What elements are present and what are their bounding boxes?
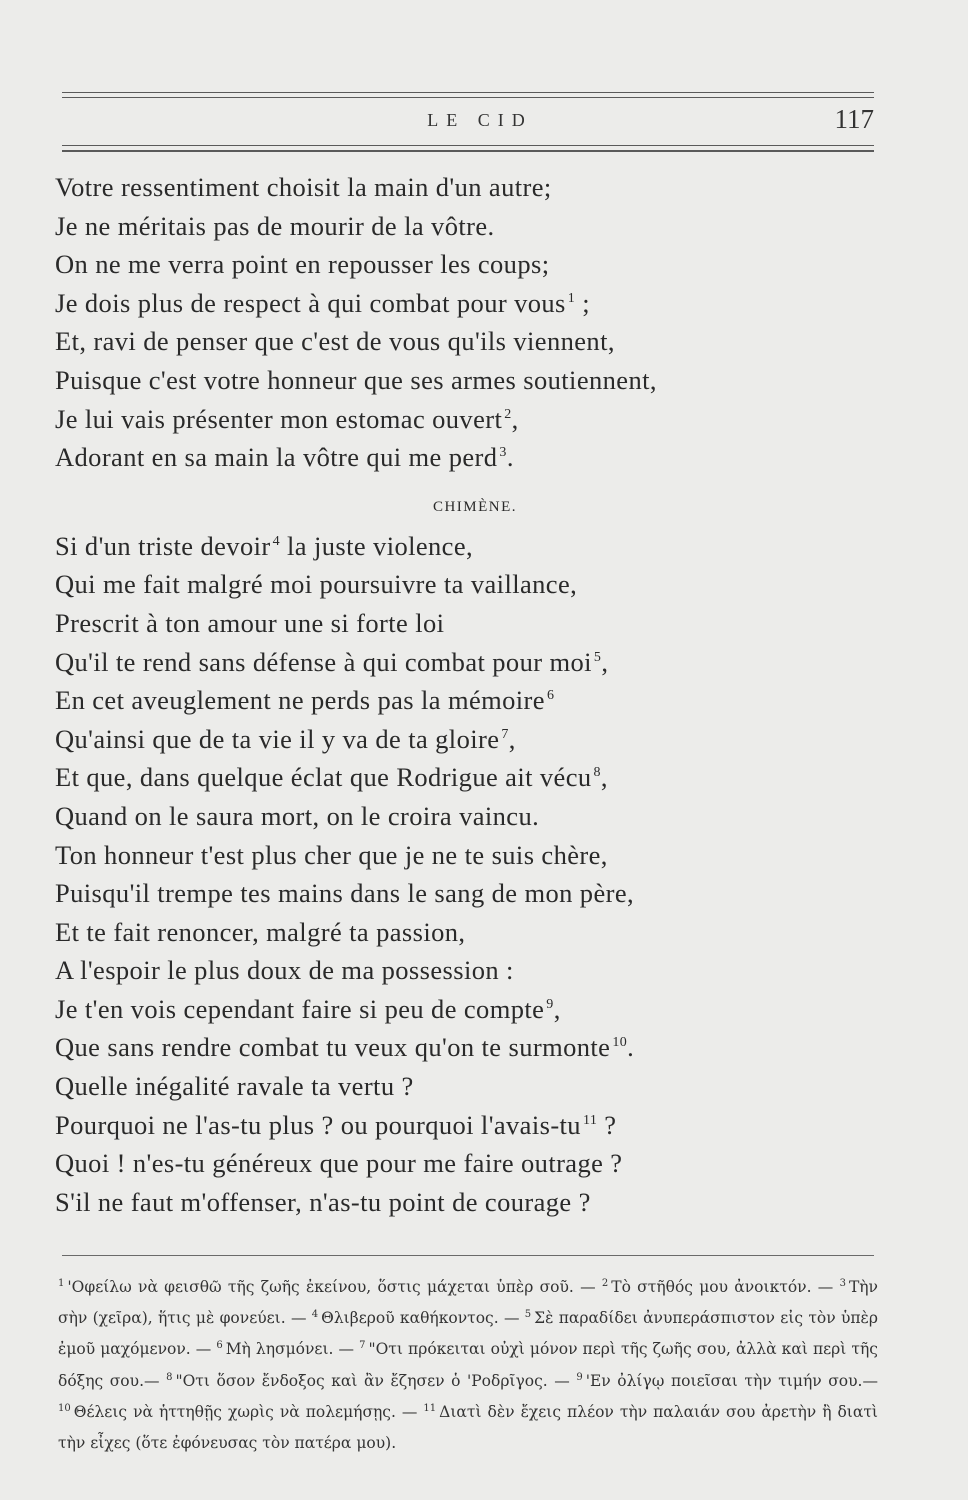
footnote-number: 7 [359, 1340, 366, 1352]
footnote-text: 'Οφείλω νὰ φεισθῶ τῆς ζωῆς ἐκείνου, ὅστις μάχεται ὑπὲρ σοῦ. — [67, 1278, 596, 1296]
footnote [312, 1309, 520, 1327]
verse-line-text: S'il ne faut m'offenser, n'as-tu point de courage ? [55, 1186, 591, 1217]
footnote-marker: 10 [612, 1035, 628, 1051]
verse-line [55, 758, 875, 797]
verse-line [55, 245, 875, 284]
verse-line-tail: . [506, 442, 514, 473]
footnote [576, 1372, 878, 1390]
footnote-text: "Οτι πρόκειται οὐχὶ μόνον περὶ τῆς ζωῆς σου, ἀλλὰ καὶ περὶ τῆς δόξης σου.— [58, 1340, 878, 1390]
footnote [58, 1278, 596, 1296]
verse-line [55, 1067, 875, 1106]
verse-line [55, 643, 875, 682]
verse-line [55, 438, 875, 477]
verse-line-text: Et que, dans quelque éclat que Rodrigue ait vécu [55, 762, 592, 793]
footnote-text: Τὴν σὴν (χεῖρα), ἥτις μὲ φονεύει. — [58, 1278, 878, 1328]
verse-line-text: Adorant en sa main la vôtre qui me perd [55, 442, 498, 473]
verse-line [55, 681, 875, 720]
footnotes [58, 1272, 878, 1459]
footnote-marker: 9 [546, 996, 554, 1012]
footnote [216, 1340, 354, 1358]
verse-line-text: Je dois plus de respect à qui combat pour vous [55, 287, 566, 318]
verse-line-text: Quelle inégalité ravale ta vertu ? [55, 1071, 414, 1102]
verse-line-text: Je ne méritais pas de mourir de la vôtre. [55, 210, 495, 241]
verse-line-text: Pourquoi ne l'as-tu plus ? ou pourquoi l'avais-tu [55, 1109, 581, 1140]
footnote [166, 1372, 570, 1390]
verse-line [55, 797, 875, 836]
footnote [602, 1278, 833, 1296]
verse-line-tail: la juste violence, [280, 530, 474, 561]
verse-line [55, 284, 875, 323]
footnote-marker: 6 [546, 688, 555, 704]
verse-line [55, 1028, 875, 1067]
verse-line-tail: , [601, 646, 609, 677]
verse-line [55, 207, 875, 246]
verse-line [55, 322, 875, 361]
verse-line-text: Qui me fait malgré moi poursuivre ta vaillance, [55, 569, 578, 600]
footnote-text: "Οτι ὅσον ἔνδοξος καὶ ἂν ἔζησεν ὁ 'Ροδρῖγος. — [175, 1371, 570, 1390]
footnote-number: 6 [216, 1340, 223, 1352]
footnote-number: 8 [166, 1371, 173, 1383]
verse-line-text: Quand on le saura mort, on le croira vaincu. [55, 800, 540, 831]
running-title: LE CID [427, 110, 533, 130]
footnote-marker: 7 [501, 726, 509, 742]
verse-line [55, 604, 875, 643]
verse-text [55, 168, 875, 1221]
verse-line [55, 361, 875, 400]
verse-line-tail: ? [597, 1109, 617, 1140]
footnote-number: 10 [58, 1402, 71, 1414]
verse-line-tail: , [600, 762, 608, 793]
verse-line-text: Puisqu'il trempe tes mains dans le sang de mon père, [55, 878, 635, 909]
footnote-marker: 1 [567, 290, 576, 306]
verse-line-text: Ton honneur t'est plus cher que je ne te suis chère, [55, 839, 608, 870]
verse-line-tail: . [627, 1032, 635, 1063]
header-rule-bottom-thick [62, 150, 874, 152]
footnote-text: Θλιβεροῦ καθήκοντος. — [321, 1309, 520, 1328]
verse-line [55, 913, 875, 952]
footnote-marker: 4 [272, 533, 280, 549]
footnote-number: 2 [601, 1278, 609, 1289]
footnote-text: Διατὶ δὲν ἔχεις πλέον τὴν παλαιάν σου ἀρετὴν ἢ διατὶ τὴν εἶχες (ὅτε ἐφόνευσας τὸν πατέρα μου). [58, 1402, 878, 1453]
verse-line [55, 1144, 875, 1183]
footnote-text: Θέλεις νὰ ἡττηθῇς χωρὶς νὰ πολεμήσῃς. — [73, 1402, 418, 1421]
footnote-marker: 3 [499, 445, 507, 461]
verse-line-tail: , [511, 403, 519, 434]
verse-line-text: Je t'en vois cependant faire si peu de compte [55, 993, 545, 1024]
header-rule-bottom [62, 145, 874, 146]
verse-line [55, 565, 875, 604]
footnote-text: Σὲ παραδίδει ἀνυπεράσπιστον εἰς τὸν ὑπὲρ ἐμοῦ μαχόμενον. — [58, 1309, 878, 1359]
verse-block-rodrigue [55, 168, 875, 477]
verse-line [55, 527, 875, 566]
verse-line [55, 836, 875, 875]
verse-line-text: Je lui vais présenter mon estomac ouvert [55, 403, 503, 434]
verse-line [55, 990, 875, 1029]
verse-line-text: A l'espoir le plus doux de ma possession : [55, 955, 514, 986]
verse-line-text: Qu'ainsi que de ta vie il y va de ta gloire [55, 723, 500, 754]
footnote-text: Μὴ λησμόνει. — [225, 1340, 355, 1359]
footnote-rule [62, 1255, 874, 1256]
verse-line-text: Puisque c'est votre honneur que ses armes soutiennent, [55, 364, 657, 395]
verse-line-text: En cet aveuglement ne perds pas la mémoire [55, 685, 545, 716]
verse-line-tail: , [508, 723, 516, 754]
footnote [58, 1403, 417, 1421]
verse-line [55, 168, 875, 207]
header-rule-top-inner [62, 97, 874, 98]
verse-line-text: On ne me verra point en repousser les coups; [55, 249, 550, 280]
verse-line-text: Si d'un triste devoir [55, 530, 271, 561]
verse-line-tail: ; [575, 287, 590, 318]
verse-line [55, 874, 875, 913]
footnote-text: Τὸ στῆθός μου ἀνοικτόν. — [611, 1278, 834, 1296]
speaker-name: CHIMÈNE. [432, 498, 518, 515]
verse-line-text: Qu'il te rend sans défense à qui combat pour moi [55, 646, 592, 677]
verse-line [55, 951, 875, 990]
footnote-number: 1 [58, 1278, 65, 1289]
footnote-marker: 11 [582, 1112, 598, 1128]
verse-line-tail: , [553, 993, 561, 1024]
verse-line-text: Que sans rendre combat tu veux qu'on te surmonte [55, 1032, 611, 1063]
footnote-number: 3 [839, 1278, 846, 1289]
verse-line-text: Prescrit à ton amour une si forte loi [55, 607, 445, 638]
footnote-number: 11 [423, 1402, 437, 1414]
verse-line-text: Et te fait renoncer, malgré ta passion, [55, 916, 466, 947]
verse-line [55, 400, 875, 439]
footnote-marker: 5 [593, 649, 602, 665]
verse-line [55, 720, 875, 759]
footnote-text: 'Εν ὀλίγῳ ποιεῖσαι τὴν τιμήν σου.— [585, 1371, 878, 1390]
verse-line [55, 1106, 875, 1145]
verse-block-chimene [55, 527, 875, 1222]
verse-line [55, 1183, 875, 1222]
footnote-marker: 2 [504, 406, 512, 422]
footnote-number: 5 [524, 1309, 532, 1321]
verse-line-text: Quoi ! n'es-tu généreux que pour me faire outrage ? [55, 1148, 623, 1179]
footnote-number: 9 [576, 1371, 583, 1383]
footnote-marker: 8 [593, 765, 601, 781]
header-rule-top [62, 92, 874, 93]
verse-line-text: Et, ravi de penser que c'est de vous qu'ils viennent, [55, 326, 615, 357]
page-number: 117 [834, 104, 874, 134]
footnote-number: 4 [311, 1309, 319, 1321]
verse-line-text: Votre ressentiment choisit la main d'un autre; [55, 172, 552, 202]
